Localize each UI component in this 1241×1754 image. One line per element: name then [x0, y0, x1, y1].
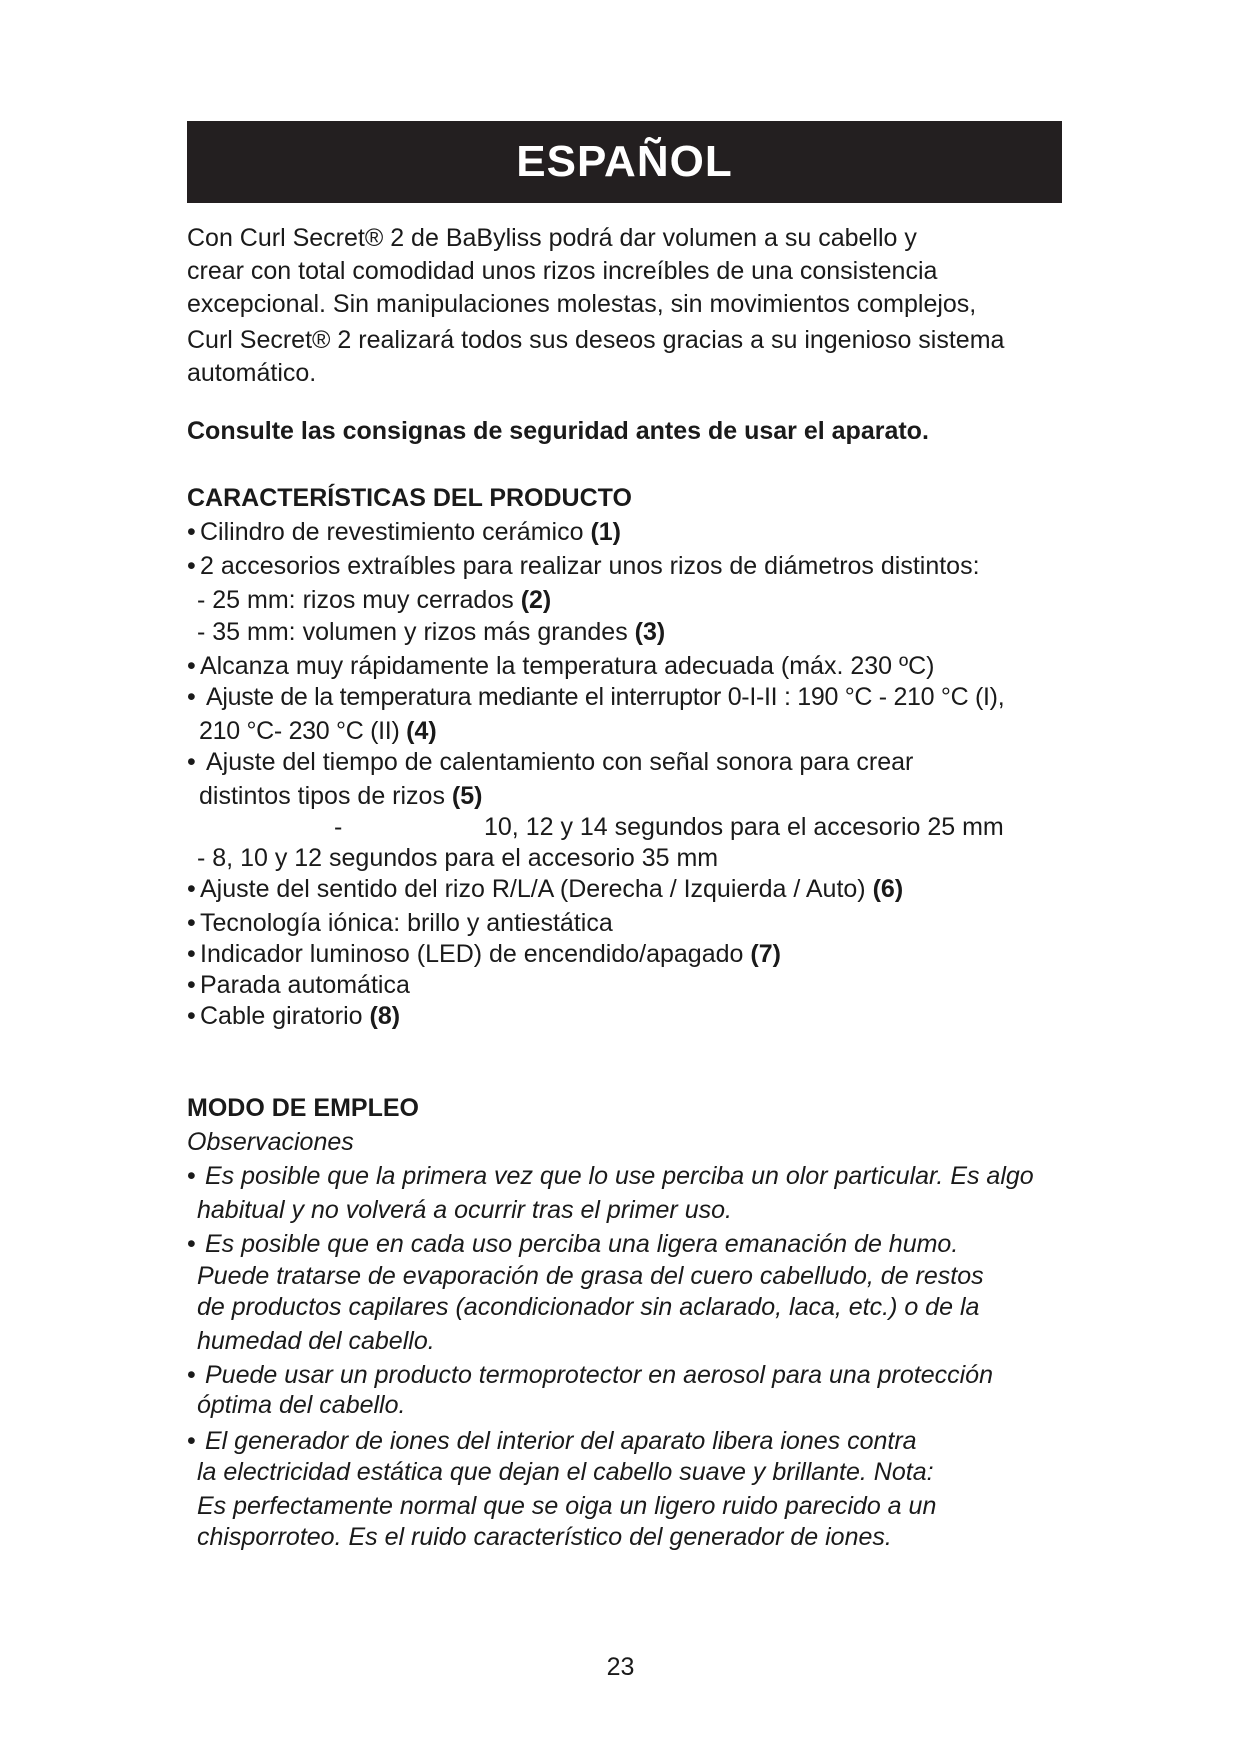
main-content: [187, 222, 1067, 1554]
item-text: Indicador luminoso (LED) de encendido/apagado: [200, 940, 751, 968]
bullet-marker: •: [187, 940, 196, 968]
item-text: 210 °C- 230 °C (II): [199, 717, 407, 745]
item-ref: (3): [634, 618, 666, 646]
intro-line: excepcional. Sin manipulaciones molestas, sin movimientos complejos,: [187, 290, 977, 318]
item-text: Ajuste de la temperatura mediante el interruptor 0-I-II : 190 °C - 210 °C (I),: [206, 683, 1005, 711]
item-ref: (5): [451, 782, 483, 810]
item-ref: (4): [406, 717, 437, 745]
list-item: [187, 872, 1067, 906]
list-item: [187, 515, 1067, 549]
list-item: [187, 999, 1067, 1033]
list-item: [187, 1159, 1067, 1193]
sub-item: [187, 583, 1067, 617]
bullet-marker: •: [187, 875, 196, 903]
bullet-marker: •: [187, 1427, 196, 1455]
list-item: [187, 937, 1067, 971]
item-ref: (8): [369, 1002, 401, 1030]
item-text: - 25 mm: rizos muy cerrados: [197, 586, 521, 614]
note-line: habitual y no volverá a ocurrir tras el primer uso.: [197, 1196, 732, 1224]
note-line: chisporroteo. Es el ruido característico del generador de iones.: [197, 1523, 892, 1551]
features-list: [187, 515, 1067, 1033]
item-ref: (2): [520, 586, 552, 614]
note-line: óptima del cabello.: [197, 1391, 406, 1419]
item-text: Cable giratorio: [200, 1002, 370, 1030]
item-continuation: [187, 714, 1067, 748]
bullet-marker: •: [187, 683, 196, 711]
item-text: Parada automática: [200, 971, 410, 999]
language-banner: [187, 121, 1062, 203]
item-text: Tecnología iónica: brillo y antiestática: [200, 909, 613, 937]
sub-item: [187, 841, 1067, 875]
list-item: [187, 906, 1067, 940]
bullet-marker: •: [187, 909, 196, 937]
features-heading: CARACTERÍSTICAS DEL PRODUCTO: [187, 484, 632, 512]
item-text: Ajuste del tiempo de calentamiento con señal sonora para crear: [206, 748, 914, 776]
note-line: humedad del cabello.: [197, 1327, 435, 1355]
intro-line: crear con total comodidad unos rizos increíbles de una consistencia: [187, 257, 938, 285]
list-item: [187, 649, 1067, 683]
banner-title: ESPAÑOL: [516, 137, 733, 186]
list-item: [187, 968, 1067, 1002]
bullet-marker: •: [187, 1230, 196, 1258]
usage-heading: MODO DE EMPLEO: [187, 1094, 419, 1122]
note-line: de productos capilares (acondicionador sin aclarado, laca, etc.) o de la: [197, 1293, 980, 1321]
bullet-marker: •: [187, 971, 196, 999]
sub-item: [187, 615, 1067, 649]
item-text: 2 accesorios extraíbles para realizar unos rizos de diámetros distintos:: [200, 552, 980, 580]
note-line: la electricidad estática que dejan el cabello suave y brillante. Nota:: [197, 1458, 934, 1486]
bullet-marker: •: [187, 1162, 196, 1190]
item-text: - 8, 10 y 12 segundos para el accesorio 35 mm: [197, 844, 719, 872]
note-line: Puede tratarse de evaporación de grasa del cuero cabelludo, de restos: [197, 1262, 984, 1290]
item-text: Cilindro de revestimiento cerámico: [200, 518, 591, 546]
item-text: distintos tipos de rizos: [199, 782, 452, 810]
note-line: Es posible que la primera vez que lo use perciba un olor particular. Es algo: [205, 1162, 1034, 1190]
intro-line: Curl Secret® 2 realizará todos sus deseos gracias a su ingenioso sistema: [187, 326, 1005, 354]
bullet-marker: •: [187, 518, 196, 546]
bullet-marker: •: [187, 652, 196, 680]
bullet-marker: •: [187, 1361, 196, 1389]
item-ref: (1): [590, 518, 621, 546]
safety-warning: Consulte las consignas de seguridad antes de usar el aparato.: [187, 417, 929, 445]
item-text: Ajuste del sentido del rizo R/L/A (Derecha / Izquierda / Auto): [200, 875, 873, 903]
bullet-marker: •: [187, 748, 196, 776]
item-continuation: [187, 779, 1067, 813]
item-ref: (7): [750, 940, 781, 968]
bullet-marker: •: [187, 552, 196, 580]
note-line: Es perfectamente normal que se oiga un ligero ruido parecido a un: [197, 1492, 937, 1520]
dash-marker: -: [334, 813, 343, 841]
intro-line: Con Curl Secret® 2 de BaByliss podrá dar volumen a su cabello y: [187, 224, 917, 252]
observations-subheading: Observaciones: [187, 1128, 354, 1156]
item-text: 10, 12 y 14 segundos para el accesorio 25 mm: [484, 813, 1004, 841]
note-line: Es posible que en cada uso perciba una ligera emanación de humo.: [205, 1230, 959, 1258]
note-line: Puede usar un producto termoprotector en aerosol para una protección: [205, 1361, 993, 1389]
page-number: 23: [606, 1653, 635, 1681]
list-item: [187, 745, 1067, 779]
bullet-marker: •: [187, 1002, 196, 1030]
list-item: [187, 1227, 1067, 1261]
list-item: [187, 680, 1067, 714]
item-text: - 35 mm: volumen y rizos más grandes: [197, 618, 635, 646]
item-text: Alcanza muy rápidamente la temperatura adecuada (máx. 230 ºC): [200, 652, 935, 680]
item-ref: (6): [872, 875, 904, 903]
list-item: [187, 1358, 1067, 1392]
list-item: [187, 549, 1067, 583]
intro-paragraph: [187, 222, 1067, 390]
observations-list: [187, 1159, 1067, 1554]
sub-item: [187, 810, 1067, 844]
list-item: [187, 1424, 1067, 1458]
intro-line: automático.: [187, 359, 317, 387]
note-line: El generador de iones del interior del aparato libera iones contra: [205, 1427, 917, 1455]
